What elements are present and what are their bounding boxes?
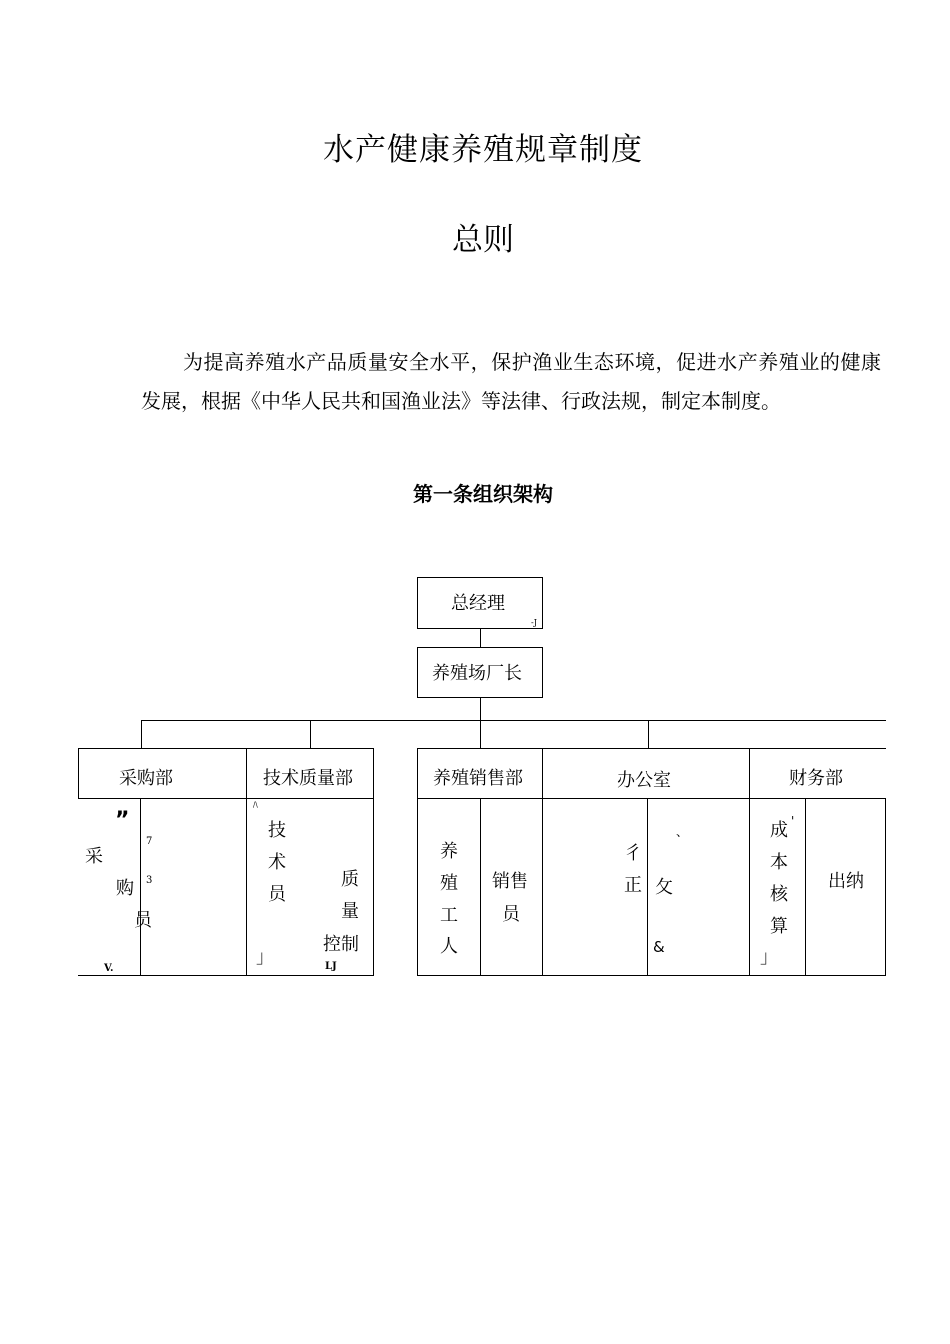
role-tech-1: 技 [268, 820, 286, 841]
role-purchasing-2: 购 [116, 878, 134, 899]
role-cost-3: 核 [770, 884, 788, 905]
role-sales-2: 员 [502, 904, 520, 925]
grid-line [647, 798, 648, 976]
artifact-lj: LJ [325, 961, 337, 972]
ceo-label: 总经理 [451, 593, 505, 614]
ceo-box [417, 577, 543, 629]
bracket-mark: 」 [256, 947, 274, 968]
dept-tech-quality: 技术质量部 [263, 768, 353, 789]
dot-mark: ' [791, 814, 795, 828]
connector [648, 720, 649, 748]
role-sales-1: 销售 [492, 871, 528, 892]
bracket-mark: 」 [760, 947, 778, 968]
artifact-7: 7 [146, 836, 153, 847]
artifact-quote: ” [115, 808, 130, 833]
section-heading: 第一条组织架构 [413, 482, 553, 506]
connector [480, 720, 481, 748]
connector [310, 720, 311, 748]
grid-line [417, 748, 418, 976]
farm-head-label: 养殖场厂长 [432, 663, 522, 684]
role-tech-2: 术 [268, 852, 286, 873]
grid-line [140, 798, 141, 976]
artifact-mark: /\ [253, 801, 258, 809]
dept-purchasing: 采购部 [119, 768, 173, 789]
role-office-a2: 正 [624, 875, 642, 896]
dept-farming-sales: 养殖销售部 [433, 768, 523, 789]
artifact-3: 3 [146, 875, 153, 886]
role-office-a1: 彳 [624, 843, 642, 864]
grid-line [373, 748, 374, 976]
farm-head-box [417, 647, 543, 698]
document-title: 水产健康养殖规章制度 [323, 132, 643, 168]
grid-line [246, 748, 247, 976]
grid-line [78, 975, 374, 976]
tick-mark: 、 [676, 825, 689, 839]
role-worker-4: 人 [440, 936, 458, 957]
connector [480, 629, 481, 647]
role-purchasing-1: 采 [85, 846, 103, 867]
role-worker-2: 殖 [440, 873, 458, 894]
connector-bus [141, 720, 886, 721]
grid-line [749, 748, 750, 976]
role-quality-3: 控制 [323, 934, 359, 955]
grid-line [417, 975, 886, 976]
role-cost-4: 算 [770, 916, 788, 937]
grid-line [542, 748, 543, 976]
grid-line [805, 798, 806, 976]
role-quality-2: 量 [341, 901, 359, 922]
connector [141, 720, 142, 748]
grid-line [417, 798, 886, 799]
role-quality-1: 质 [341, 869, 359, 890]
grid-line [78, 748, 374, 749]
role-worker-3: 工 [440, 905, 458, 926]
role-cost-1: 成 [770, 820, 788, 841]
grid-line [885, 798, 886, 976]
grid-line [480, 798, 481, 976]
role-worker-1: 养 [440, 841, 458, 862]
role-office-b1: 攵 [655, 877, 673, 898]
dept-finance: 财务部 [789, 768, 843, 789]
intro-paragraph: 为提高养殖水产品质量安全水平，保护渔业生态环境，促进水产养殖业的健康发展，根据《中华人民共和国渔业法》等法律、行政法规，制定本制度。 [141, 350, 881, 413]
role-cost-2: 本 [770, 852, 788, 873]
dept-office: 办公室 [617, 770, 671, 791]
artifact-v: V. [104, 963, 114, 974]
connector [480, 698, 481, 720]
role-purchasing-3: 员 [134, 910, 152, 931]
role-tech-3: 员 [268, 884, 286, 905]
grid-line [78, 798, 374, 799]
grid-line [78, 748, 79, 799]
role-cashier: 出纳 [828, 871, 864, 892]
corner-mark: -J [531, 618, 537, 627]
role-office-b2: & [653, 938, 665, 956]
document-subtitle: 总则 [452, 222, 514, 258]
grid-line [417, 748, 886, 749]
